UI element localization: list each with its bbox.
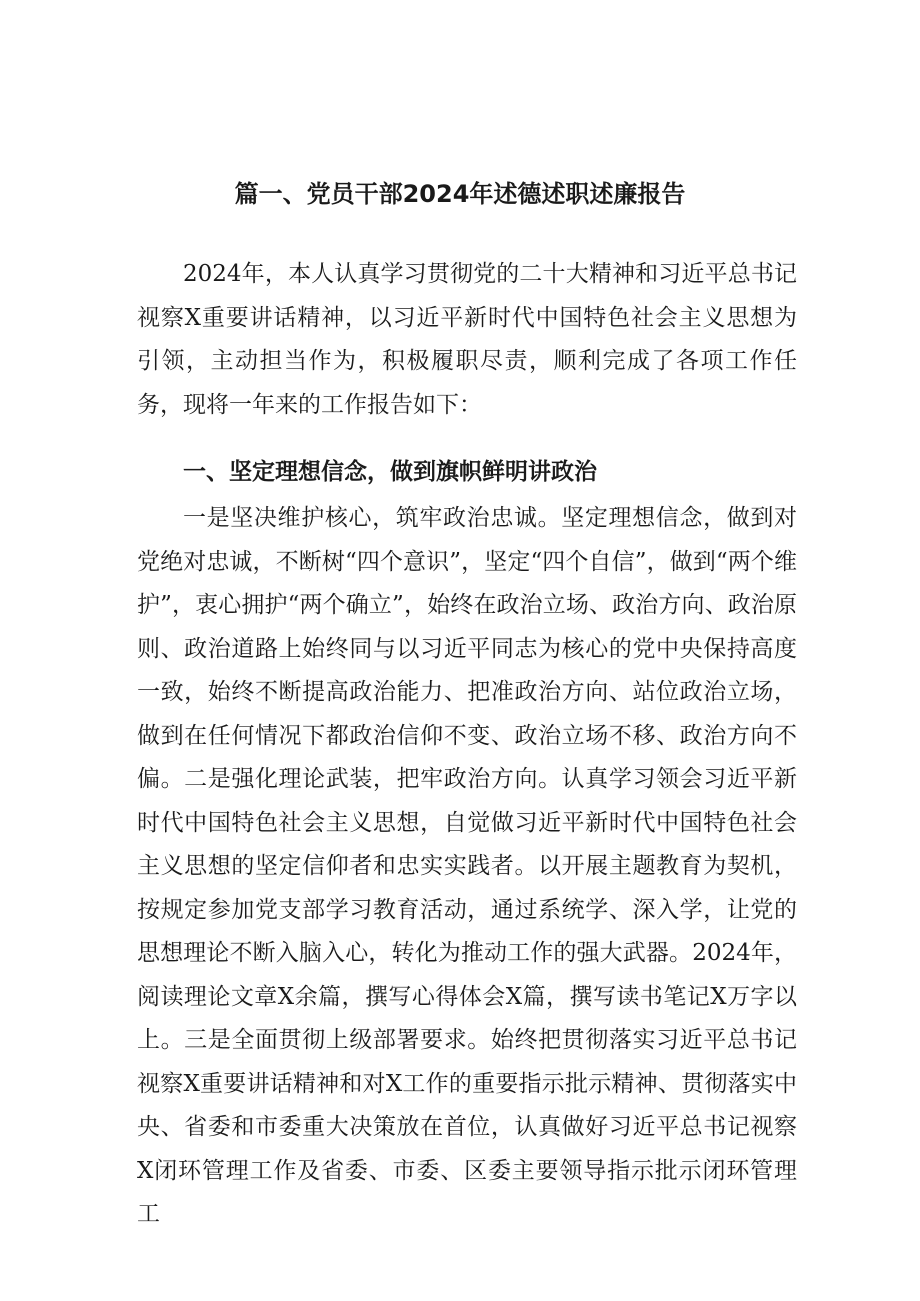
section-heading: 一、坚定理想信念，做到旗帜鲜明讲政治	[183, 459, 597, 485]
section-paragraph: 一是坚决维护核心，筑牢政治忠诚。坚定理想信念，做到对党绝对忠诚，不断树“四个意识”，坚定“四个自信”，做到“两个维护”，衷心拥护“两个确立”，始终在政治立场、政治方向、政治原则、政治道路上始终同与以习近平同志为核心的党中央保持高度一致，始终不断提高政治能力、把准政治方向、站位政治立场，做到在任何情况下都政治信仰不变、政治立场不移、政治方向不偏。二是强化理论武装，把牢政治方向。认真学习领会习近平新时代中国特色社会主义思想，自觉做习近平新时代中国特色社会主义思想的坚定信仰者和忠实实践者。以开展主题教育为契机，按规定参加党支部学习教育活动，通过系统学、深入学，让党的思想理论不断入脑入心，转化为推动工作的强大武器。2024年，阅读理论文章X余篇，撰写心得体会X篇，撰写读书笔记X万字以上。三是全面贯彻上级部署要求。始终把贯彻落实习近平总书记视察X重要讲话精神和对X工作的重要指示批示精神、贯彻落实中央、省委和市委重大决策放在首位，认真做好习近平总书记视察X闭环管理工作及省委、市委、区委主要领导指示批示闭环管理工	[137, 505, 797, 1227]
intro-paragraph: 2024年，本人认真学习贯彻党的二十大精神和习近平总书记视察X重要讲话精神，以习近平新时代中国特色社会主义思想为引领，主动担当作为，积极履职尽责，顺利完成了各项工作任务，现将一年来的工作报告如下：	[137, 261, 797, 418]
document-title: 篇一、党员干部2024年述德述职述廉报告	[234, 180, 686, 208]
